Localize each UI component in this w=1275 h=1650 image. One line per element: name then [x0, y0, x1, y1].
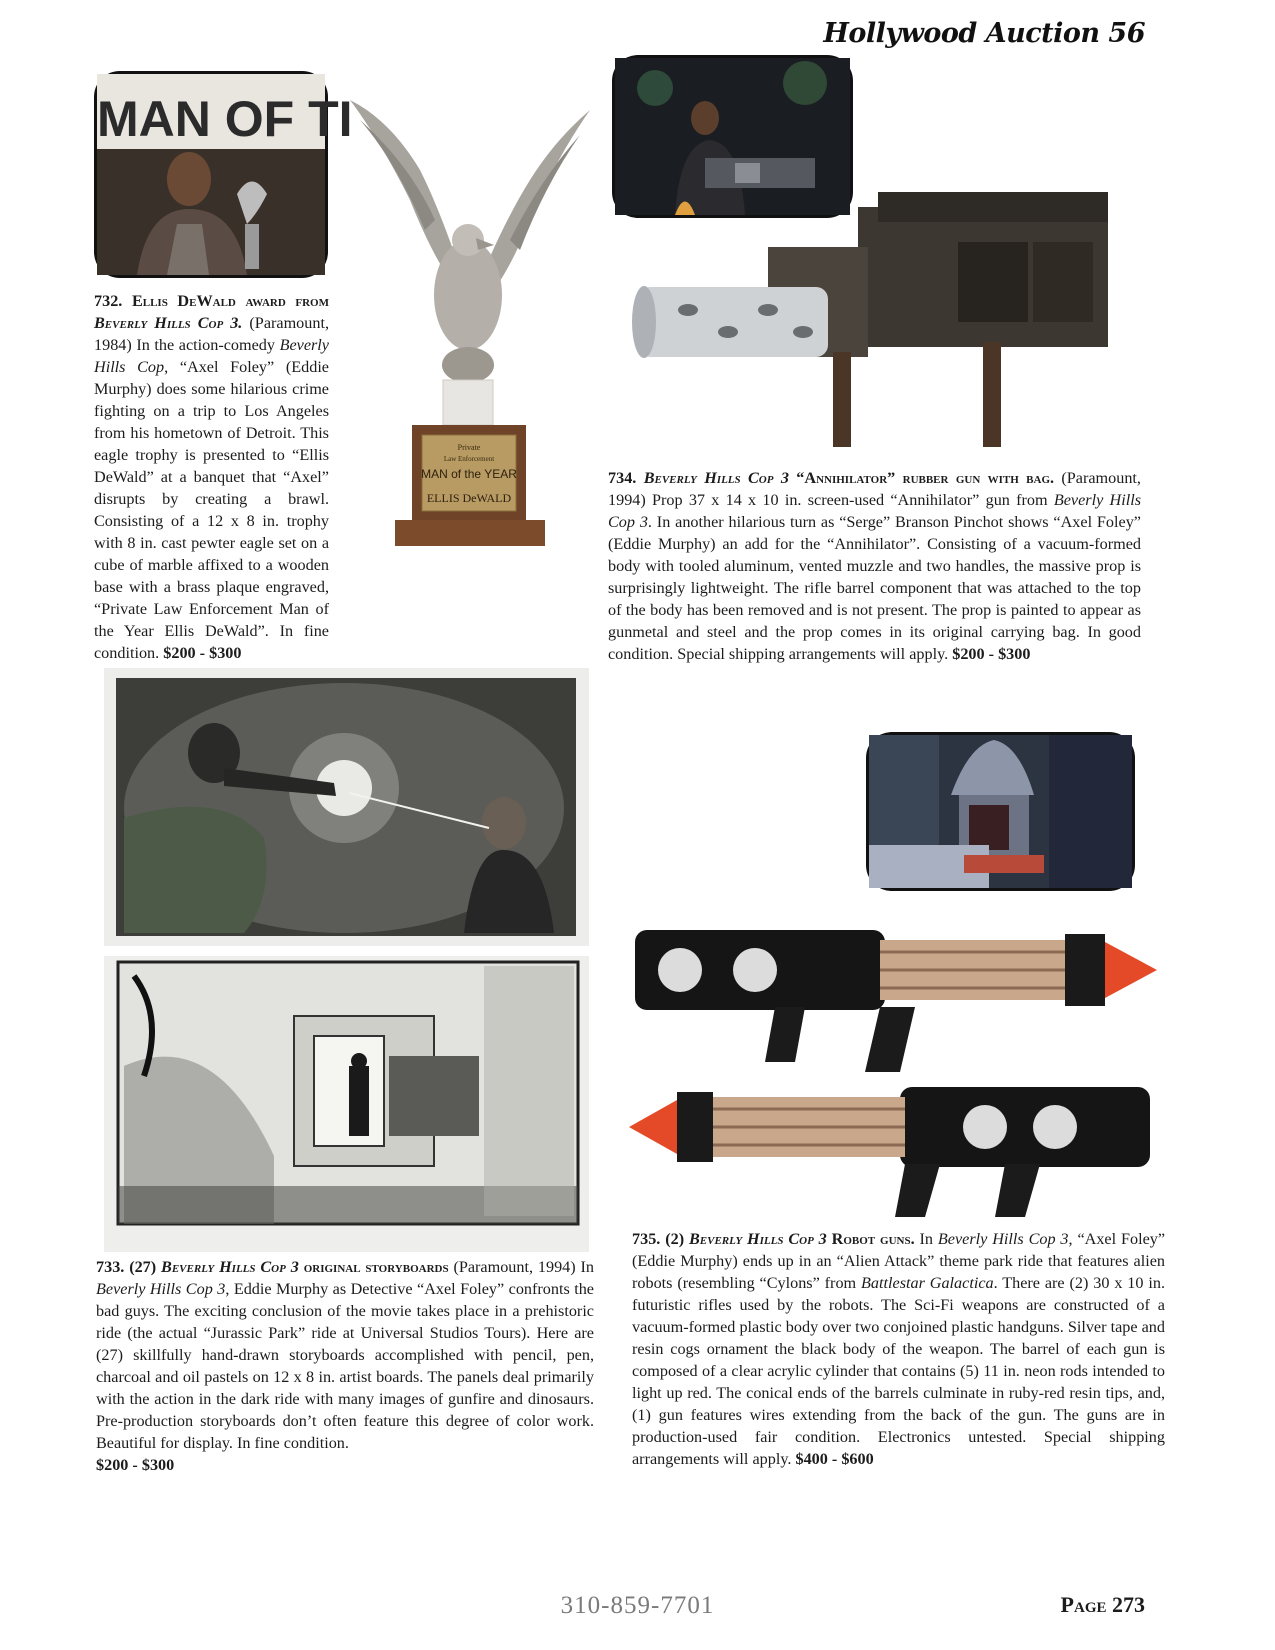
photo-eagle-trophy	[340, 80, 600, 550]
lot-735-qty: (2)	[665, 1230, 685, 1248]
lot-733-body-a: (Paramount, 1994) In	[453, 1258, 595, 1276]
photo-storyboard-2	[104, 956, 589, 1252]
lot-733-body-film: Beverly Hills Cop 3	[96, 1280, 226, 1298]
lot-732-title-a: Ellis DeWald award from	[131, 292, 330, 310]
photo-robot-guns	[625, 912, 1160, 1222]
photo-storyboard-1	[104, 668, 589, 946]
lot-735-body-film-2: Battlestar Galactica	[861, 1274, 994, 1292]
lot-733-number: 733.	[96, 1258, 125, 1276]
lot-732-description	[94, 290, 329, 664]
lot-734-title-rest: “Annihilator” rubber gun with bag.	[796, 469, 1055, 487]
lot-732-price: $200 - $300	[163, 644, 242, 662]
lot-734-price: $200 - $300	[952, 645, 1031, 663]
page-number: Page 273	[1060, 1592, 1145, 1617]
lot-733-description	[96, 1256, 594, 1476]
lot-735-title-film: Beverly Hills Cop 3	[688, 1230, 827, 1248]
lot-734-body-b: . In another hilarious turn as “Serge” Branson Pinchot shows “Axel Foley” (Eddie Murphy) an add for the “Annihilator”. Consisting of a vacuum-formed body with tooled aluminum, vented muzzle and two handles, the massive prop is surprisingly lightweight. The rifle barrel component that was attached to the top of the body has been removed and is not present. The prop is painted to appear as gunmetal and steel and the prop comes in its original carrying bag. In good condition. Special shipping arrangements will apply.	[608, 513, 1141, 663]
lot-733-title-film: Beverly Hills Cop 3	[161, 1258, 299, 1276]
lot-735-body-a: In	[919, 1230, 934, 1248]
lot-735-price: $400 - $600	[795, 1450, 874, 1468]
lot-733-title-rest: original storyboards	[303, 1258, 449, 1276]
plaque-line-4: ELLIS DeWALD	[426, 491, 512, 505]
film-still-man-of-year	[94, 71, 353, 278]
banner-text: MAN OF TI	[97, 91, 353, 147]
lot-735-body-c: . There are (2) 30 x 10 in. futuristic rifles used by the robots. The Sci-Fi weapons are constructed of a vacuum-formed plastic body over two conjoined plastic handguns. Silver tape and resin cogs ornament the black body of the weapon. The barrel of each gun is composed of a clear acrylic cylinder that contains (5) 11 in. neon rods intended to light up red. The conical ends of the barrels culminate in ruby-red resin tips, and, (1) gun features wires extending from the back of the gun. The guns are in production-used fair condition. Electronics untested. Special shipping arrangements will apply.	[632, 1274, 1165, 1468]
plaque-line-2: Law Enforcement	[443, 455, 495, 463]
lot-735-number: 735.	[632, 1230, 661, 1248]
footer-phone: 310-859-7701	[560, 1592, 715, 1619]
lot-734-body-a: (Paramount, 1994) Prop 37 x 14 x 10 in. screen-used “Annihilator” gun from	[608, 469, 1141, 509]
plaque-line-1: Private	[457, 443, 481, 452]
lot-734-title-film: Beverly Hills Cop 3	[643, 469, 789, 487]
film-still-robot	[866, 732, 1135, 891]
lot-732-title-b: Beverly Hills Cop 3.	[94, 314, 243, 332]
lot-733-qty: (27)	[129, 1258, 157, 1276]
lot-733-body-b: , Eddie Murphy as Detective “Axel Foley” confronts the bad guys. The exciting conclusion of the movie takes place in a prehistoric ride (the actual “Jurassic Park” ride at Universal Studios Tours). Here are (27) skillfully hand-drawn storyboards accomplished with pencil, pen, charcoal and oil pastels on 12 x 8 in. artist boards. The panels deal primarily with the action in the dark ride with many images of gunfire and dinosaurs. Pre-production storyboards don’t often feature this degree of color work. Beautiful for display. In fine condition.	[96, 1280, 594, 1452]
lot-735-body-film: Beverly Hills Cop 3	[937, 1230, 1069, 1248]
photo-annihilator-gun	[628, 182, 1148, 452]
lot-733-price: $200 - $300	[96, 1456, 175, 1474]
lot-732-body-film: Beverly Hills Cop	[94, 336, 329, 376]
lot-735-description	[632, 1228, 1165, 1470]
lot-734-body-film: Beverly Hills Cop 3	[608, 491, 1141, 531]
lot-735-body-b: , “Axel Foley” (Eddie Murphy) ends up in an “Alien Attack” theme park ride that features alien robots (resembling “Cylons” from	[632, 1230, 1166, 1292]
lot-734-description	[608, 467, 1141, 665]
catalog-title: Hollywood Auction 56	[823, 18, 1145, 49]
plaque-line-3: MAN of the YEAR	[421, 467, 517, 481]
lot-732-body-a: (Paramount, 1984) In the action-comedy	[94, 314, 329, 354]
lot-735-title-rest: Robot guns.	[831, 1230, 915, 1248]
lot-734-number: 734.	[608, 469, 637, 487]
lot-732-number: 732.	[94, 292, 123, 310]
lot-732-body-b: , “Axel Foley” (Eddie Murphy) does some hilarious crime fighting on a trip to Los Angeles from his hometown of Detroit. This eagle trophy is presented to “Ellis DeWald” at a banquet that “Axel” disrupts by creating a brawl. Consisting of a 12 x 8 in. trophy with 8 in. cast pewter eagle set on a cube of marble affixed to a wooden base with a brass plaque engraved, “Private Law Enforcement Man of the Year Ellis DeWald”. In fine condition.	[94, 358, 329, 662]
